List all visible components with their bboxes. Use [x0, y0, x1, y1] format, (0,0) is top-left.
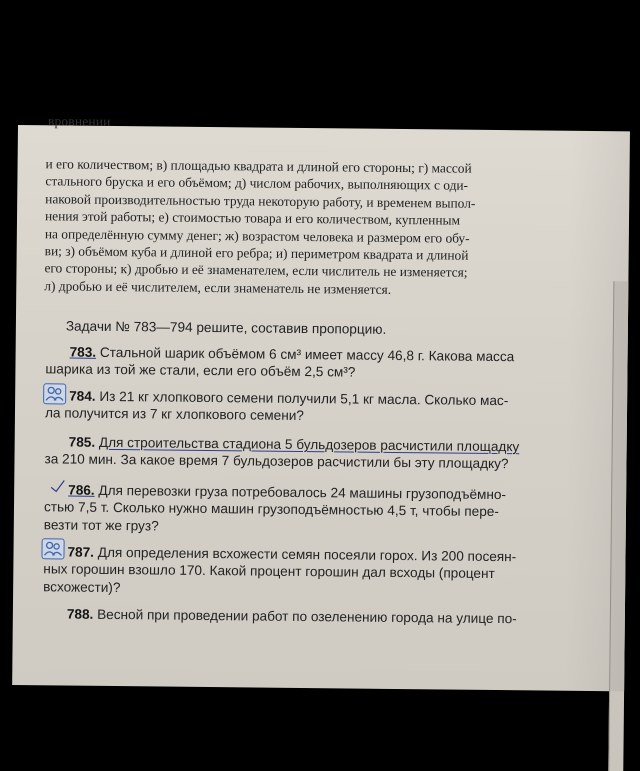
problem-785	[44, 433, 612, 474]
problem-text: всхожести)?	[43, 579, 121, 595]
problem-text: шарика из той же стали, если его объём 2,5 см³?	[45, 361, 356, 380]
textbook-page	[12, 113, 630, 691]
problem-784	[45, 387, 613, 428]
problem-text: Для строительства стадиона 5 бульдозеров расчистили площадку	[98, 434, 520, 455]
problem-number: 784.	[69, 388, 96, 404]
problem-788	[43, 605, 611, 628]
problem-number: 786.	[68, 482, 95, 498]
problem-text: ла получится из 7 кг хлопкового семени?	[44, 405, 305, 424]
problem-text: Для перевозки груза потребовалось 24 машины грузоподъёмно-	[98, 482, 507, 503]
problem-text: Весной при проведении работ по озеленению города на улице по-	[97, 606, 517, 627]
text-line: л) дробью и её числителем, если знаменатель не изменяется.	[44, 278, 392, 297]
problem-number: 785.	[68, 434, 96, 450]
text-line: наковой производительностью труда некоторую работу, и временем выпол-	[45, 191, 476, 211]
pen-checkmark	[50, 479, 66, 493]
text-line: стального бруска и его объёмом; д) числом рабочих, выполняющих с оди-	[45, 173, 469, 194]
problem-text: Стальной шарик объёмом 6 см³ имеет массу 46,8 г. Какова масса	[99, 344, 515, 365]
problem-text: за 210 мин. За какое время 7 бульдозеров расчистили бы эту площадку?	[44, 451, 509, 472]
problem-786	[44, 481, 613, 539]
text-line: и его количеством; в) площадью квадрата и длиной его стороны; г) массой	[45, 156, 472, 176]
text-line: ви; з) объёмом куба и длиной его ребра; и) периметром квадрата и длиной	[44, 243, 469, 263]
problem-text: Из 21 кг хлопкового семени получили 5,1 кг масла. Сколько мас-	[99, 388, 509, 409]
problem-text: везти тот же груз?	[43, 517, 159, 534]
text-line: на определённую сумму денег; ж) возрастом человека и размером его обу-	[44, 225, 470, 246]
problem-787	[43, 543, 612, 601]
previous-exercise-text	[44, 155, 613, 300]
problem-783	[45, 343, 613, 384]
problem-number: 787.	[67, 544, 95, 560]
problem-number: 788.	[66, 606, 94, 622]
text-line: его стороны; к) дробью и её знаменателем, если числитель не изменяется;	[44, 260, 468, 281]
problem-text: Для определения всхожести семян посеяли горох. Из 200 посеян-	[97, 544, 517, 565]
problem-text: стью 7,5 т. Сколько нужно машин грузоподъёмностью 4,5 т, чтобы пере-	[43, 499, 499, 520]
problem-text: ных горошин взошло 170. Какой процент горошин дал всходы (процент	[43, 561, 495, 582]
cut-off-line: вровнении	[47, 113, 111, 129]
section-heading: Задачи № 783—794 решите, составив пропорцию.	[65, 318, 387, 337]
text-line: нения этой работы; е) стоимостью товара и его количеством, купленным	[44, 208, 461, 228]
problem-number: 783.	[69, 344, 97, 360]
